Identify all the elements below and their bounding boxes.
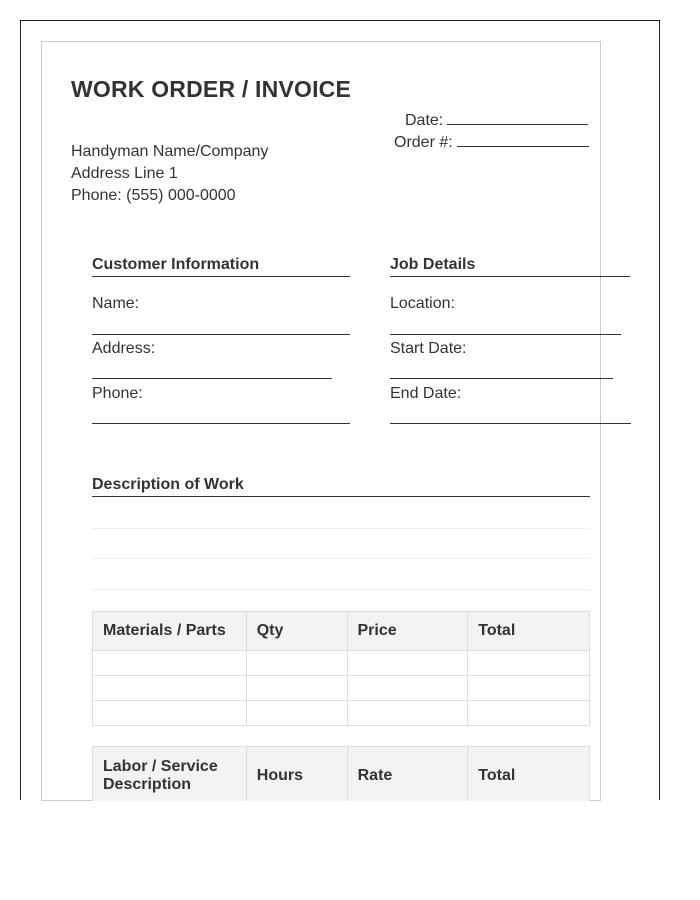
document-title: WORK ORDER / INVOICE [71,76,352,102]
description-heading: Description of Work [92,476,244,493]
labor-table [92,746,590,801]
business-address: Address Line 1 [71,165,178,182]
table-cell[interactable] [93,651,247,676]
labor-total-col-header: Total [468,747,590,802]
job-heading-rule [390,276,630,277]
description-heading-rule [92,496,590,497]
description-line[interactable] [92,558,590,559]
order-number-label: Order #: [394,134,453,151]
job-end-date-label: End Date: [390,385,462,402]
customer-name-line[interactable] [92,334,350,335]
description-line[interactable] [92,528,590,529]
table-cell[interactable] [468,676,590,701]
order-number-field [394,132,589,152]
table-cell[interactable] [468,651,590,676]
labor-table-viewport [92,746,591,801]
rate-col-header: Rate [347,747,468,802]
table-row [93,676,590,701]
materials-table [92,611,590,726]
customer-phone-line[interactable] [92,423,350,424]
job-location-label: Location: [390,295,455,312]
customer-info-heading: Customer Information [92,256,260,273]
description-line[interactable] [92,589,590,590]
table-cell[interactable] [468,701,590,726]
job-start-date-label: Start Date: [390,340,467,357]
job-location-line[interactable] [390,334,621,335]
table-row [93,701,590,726]
table-cell[interactable] [246,701,347,726]
table-cell[interactable] [347,701,468,726]
date-label: Date: [405,112,444,129]
job-end-date-line[interactable] [390,423,631,424]
customer-phone-label: Phone: [92,385,143,402]
date-input-line[interactable] [447,110,588,125]
date-field [405,110,588,130]
table-cell[interactable] [246,651,347,676]
materials-header-row [93,612,590,651]
total-col-header: Total [468,612,590,651]
job-start-date-line[interactable] [390,378,613,379]
business-name: Handyman Name/Company [71,143,269,160]
customer-address-label: Address: [92,340,156,357]
business-phone: Phone: (555) 000-0000 [71,187,236,204]
materials-col-header: Materials / Parts [93,612,247,651]
labor-description-col-header: Labor / Service Description [93,747,247,802]
customer-heading-rule [92,276,350,277]
table-cell[interactable] [347,676,468,701]
order-number-input-line[interactable] [457,132,589,147]
job-details-heading: Job Details [390,256,476,273]
table-cell[interactable] [93,701,247,726]
customer-address-line[interactable] [92,378,332,379]
table-cell[interactable] [93,676,247,701]
price-col-header: Price [347,612,468,651]
table-cell[interactable] [347,651,468,676]
customer-name-label: Name: [92,295,140,312]
table-cell[interactable] [246,676,347,701]
table-row [93,651,590,676]
qty-col-header: Qty [246,612,347,651]
hours-col-header: Hours [246,747,347,802]
labor-header-row [93,747,590,802]
